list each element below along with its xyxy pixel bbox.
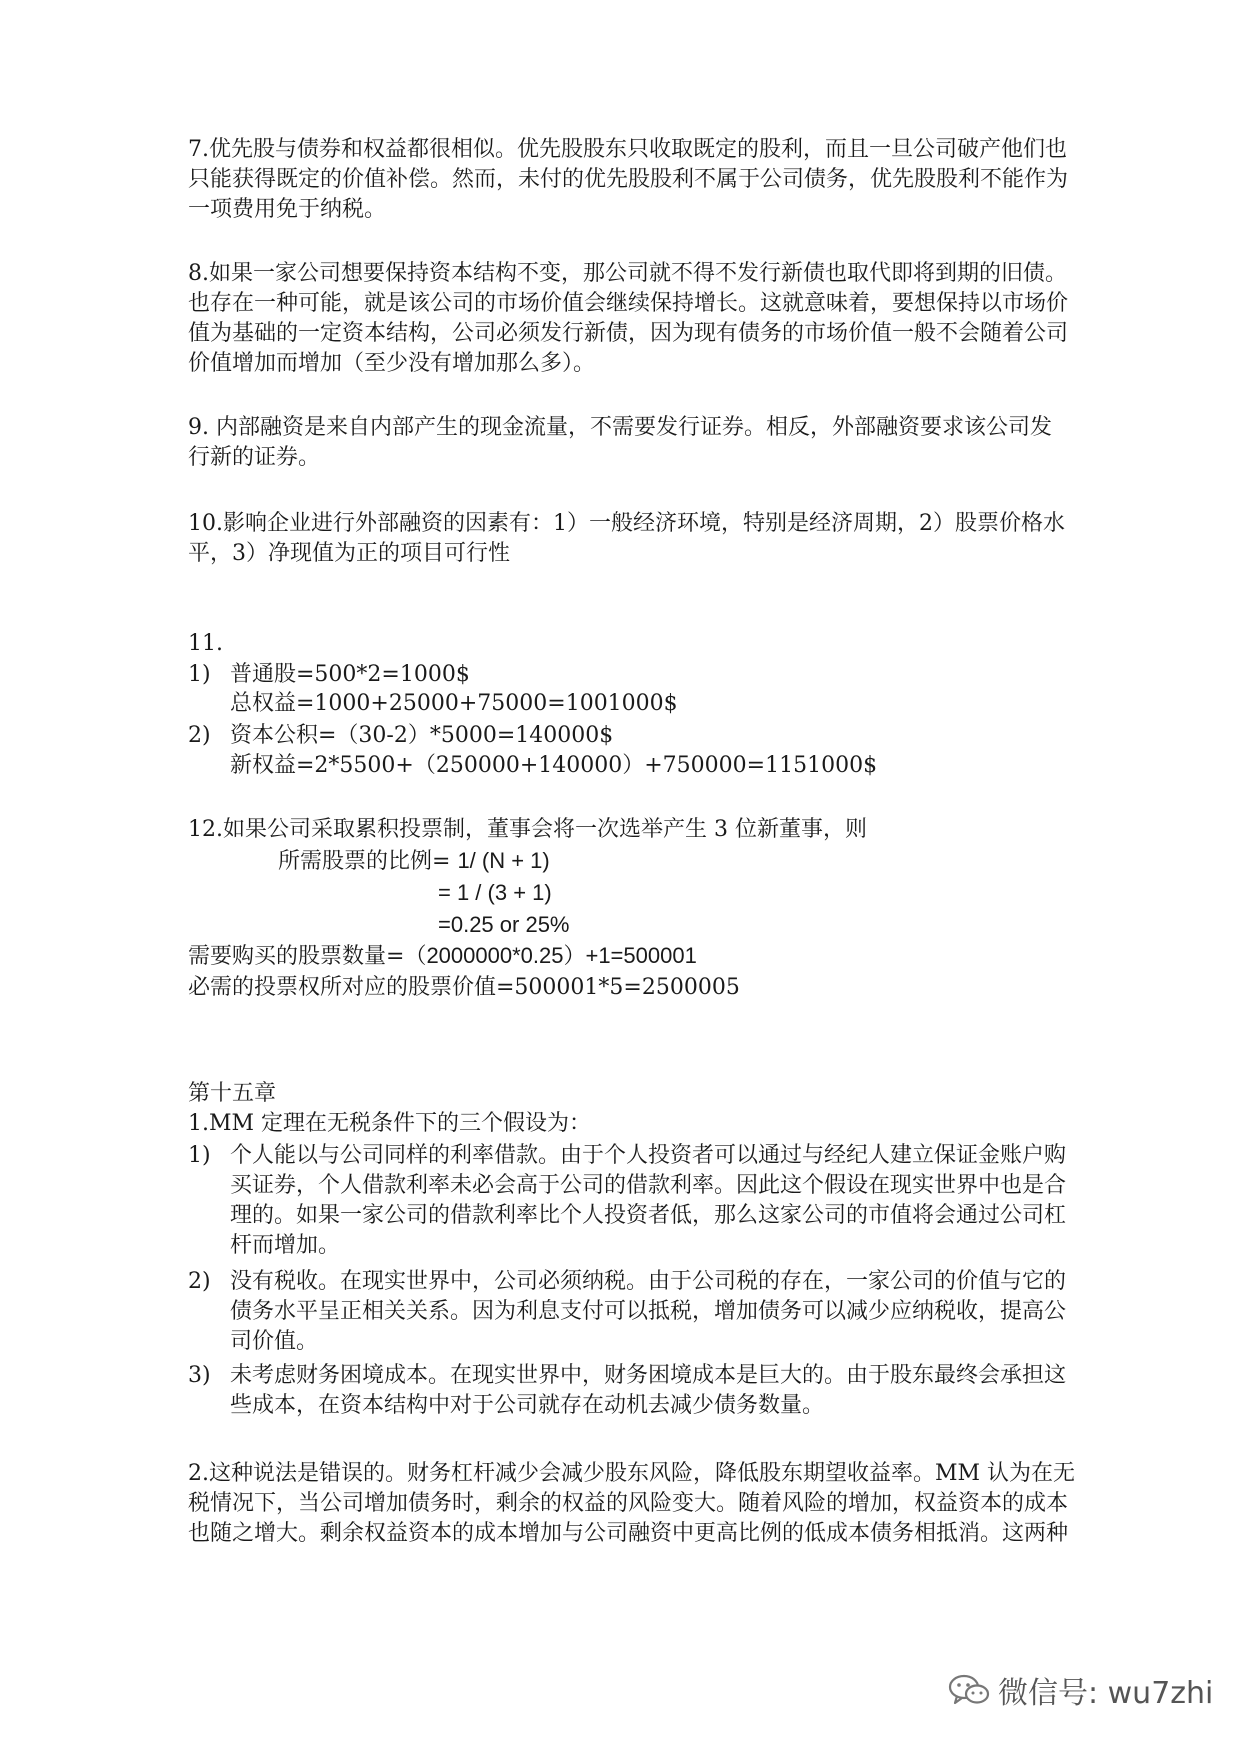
q12-ratio-label: 所需股票的比例= [278, 849, 458, 874]
q8-line-2: 也存在一种可能，就是该公司的市场价值会继续保持增长。这就意味着，要想保持以市场价 [188, 291, 1069, 316]
ch15-item1-number: 1) [188, 1143, 211, 1168]
q8-line-1: 8.如果一家公司想要保持资本结构不变，那公司就不得不发行新债也取代即将到期的旧债。 [188, 261, 1067, 286]
q7-line-3: 一项费用免于纳税。 [188, 197, 387, 222]
q11-item1-number: 1) [188, 662, 211, 687]
ch15-item1-line-4: 杆而增加。 [230, 1233, 341, 1258]
chapter-15-title: 第十五章 [188, 1081, 277, 1106]
q7-line-2: 只能获得既定的价值补偿。然而，未付的优先股股利不属于公司债务，优先股股利不能作为 [188, 167, 1069, 192]
q12-step-3: =0.25 or 25% [438, 912, 570, 937]
ch15-item2-number: 2) [188, 1269, 211, 1294]
q8-line-4: 价值增加而增加（至少没有增加那么多）。 [188, 351, 596, 376]
q12-value-line: 必需的投票权所对应的股票价值=500001*5=2500005 [188, 975, 740, 1000]
q12-shares-formula: （2000000*0.25）+1=500001 [404, 943, 697, 968]
ch15-item3-number: 3) [188, 1363, 211, 1388]
q12-step-2: = 1 / (3 + 1) [438, 880, 552, 905]
q11-item2-line-1: 资本公积=（30-2）*5000=140000$ [230, 723, 614, 748]
ch15-q1-title: 1.MM 定理在无税条件下的三个假设为： [188, 1111, 592, 1136]
q11-item2-number: 2) [188, 723, 211, 748]
wechat-id-text: 微信号: wu7zhi [998, 1676, 1214, 1711]
ch15-item3-line-1: 未考虑财务困境成本。在现实世界中，财务困境成本是巨大的。由于股东最终会承担这 [230, 1363, 1067, 1388]
q12-shares-label: 需要购买的股票数量= [188, 944, 405, 969]
q12-ratio-formula: 1/ (N + 1) [457, 848, 550, 873]
ch15-item2-line-1: 没有税收。在现实世界中，公司必须纳税。由于公司税的存在，一家公司的价值与它的 [230, 1269, 1067, 1294]
q10-line-1: 10.影响企业进行外部融资的因素有：1）一般经济环境，特别是经济周期，2）股票价格水 [188, 511, 1065, 536]
q9-line-2: 行新的证券。 [188, 445, 321, 470]
q12-ratio-line [278, 845, 550, 878]
ch15-item1-line-3: 理的。如果一家公司的借款利率比个人投资者低，那么这家公司的市值将会通过公司杠 [230, 1203, 1067, 1228]
q12-intro: 12.如果公司采取累积投票制，董事会将一次选举产生 3 位新董事，则 [188, 817, 867, 842]
ch15-q2-line-1: 2.这种说法是错误的。财务杠杆减少会减少股东风险，降低股东期望收益率。MM 认为在无 [188, 1461, 1076, 1486]
q9-line-1: 9. 内部融资是来自内部产生的现金流量，不需要发行证券。相反，外部融资要求该公司发 [188, 415, 1052, 440]
q11-item2-line-2: 新权益=2*5500+（250000+140000）+750000=1151000$ [230, 753, 878, 778]
q11-item1-line-2: 总权益=1000+25000+75000=1001000$ [230, 691, 678, 716]
ch15-item2-line-2: 债务水平呈正相关关系。因为利息支付可以抵税，增加债务可以减少应纳税收，提高公 [230, 1299, 1067, 1324]
ch15-q2-line-2: 税情况下，当公司增加债务时，剩余的权益的风险变大。随着风险的增加，权益资本的成本 [188, 1491, 1069, 1516]
q12-shares-line [188, 940, 697, 973]
ch15-q2-line-3: 也随之增大。剩余权益资本的成本增加与公司融资中更高比例的低成本债务相抵消。这两种 [188, 1521, 1069, 1546]
ch15-item2-line-3: 司价值。 [230, 1329, 319, 1354]
q8-line-3: 值为基础的一定资本结构，公司必须发行新债，因为现有债务的市场价值一般不会随着公司 [188, 321, 1069, 346]
wechat-watermark [948, 1668, 1213, 1712]
q7-line-1: 7.优先股与债券和权益都很相似。优先股股东只收取既定的股利，而且一旦公司破产他们也 [188, 137, 1067, 162]
wechat-icon [948, 1672, 990, 1708]
ch15-item3-line-2: 些成本，在资本结构中对于公司就存在动机去减少债务数量。 [230, 1393, 825, 1418]
ch15-item1-line-2: 买证券，个人借款利率未必会高于公司的借款利率。因此这个假设在现实世界中也是合 [230, 1173, 1067, 1198]
q11-title: 11. [188, 631, 223, 656]
q11-item1-line-1: 普通股=500*2=1000$ [230, 662, 470, 687]
ch15-item1-line-1: 个人能以与公司同样的利率借款。由于个人投资者可以通过与经纪人建立保证金账户购 [230, 1143, 1067, 1168]
q10-line-2: 平，3）净现值为正的项目可行性 [188, 541, 510, 566]
